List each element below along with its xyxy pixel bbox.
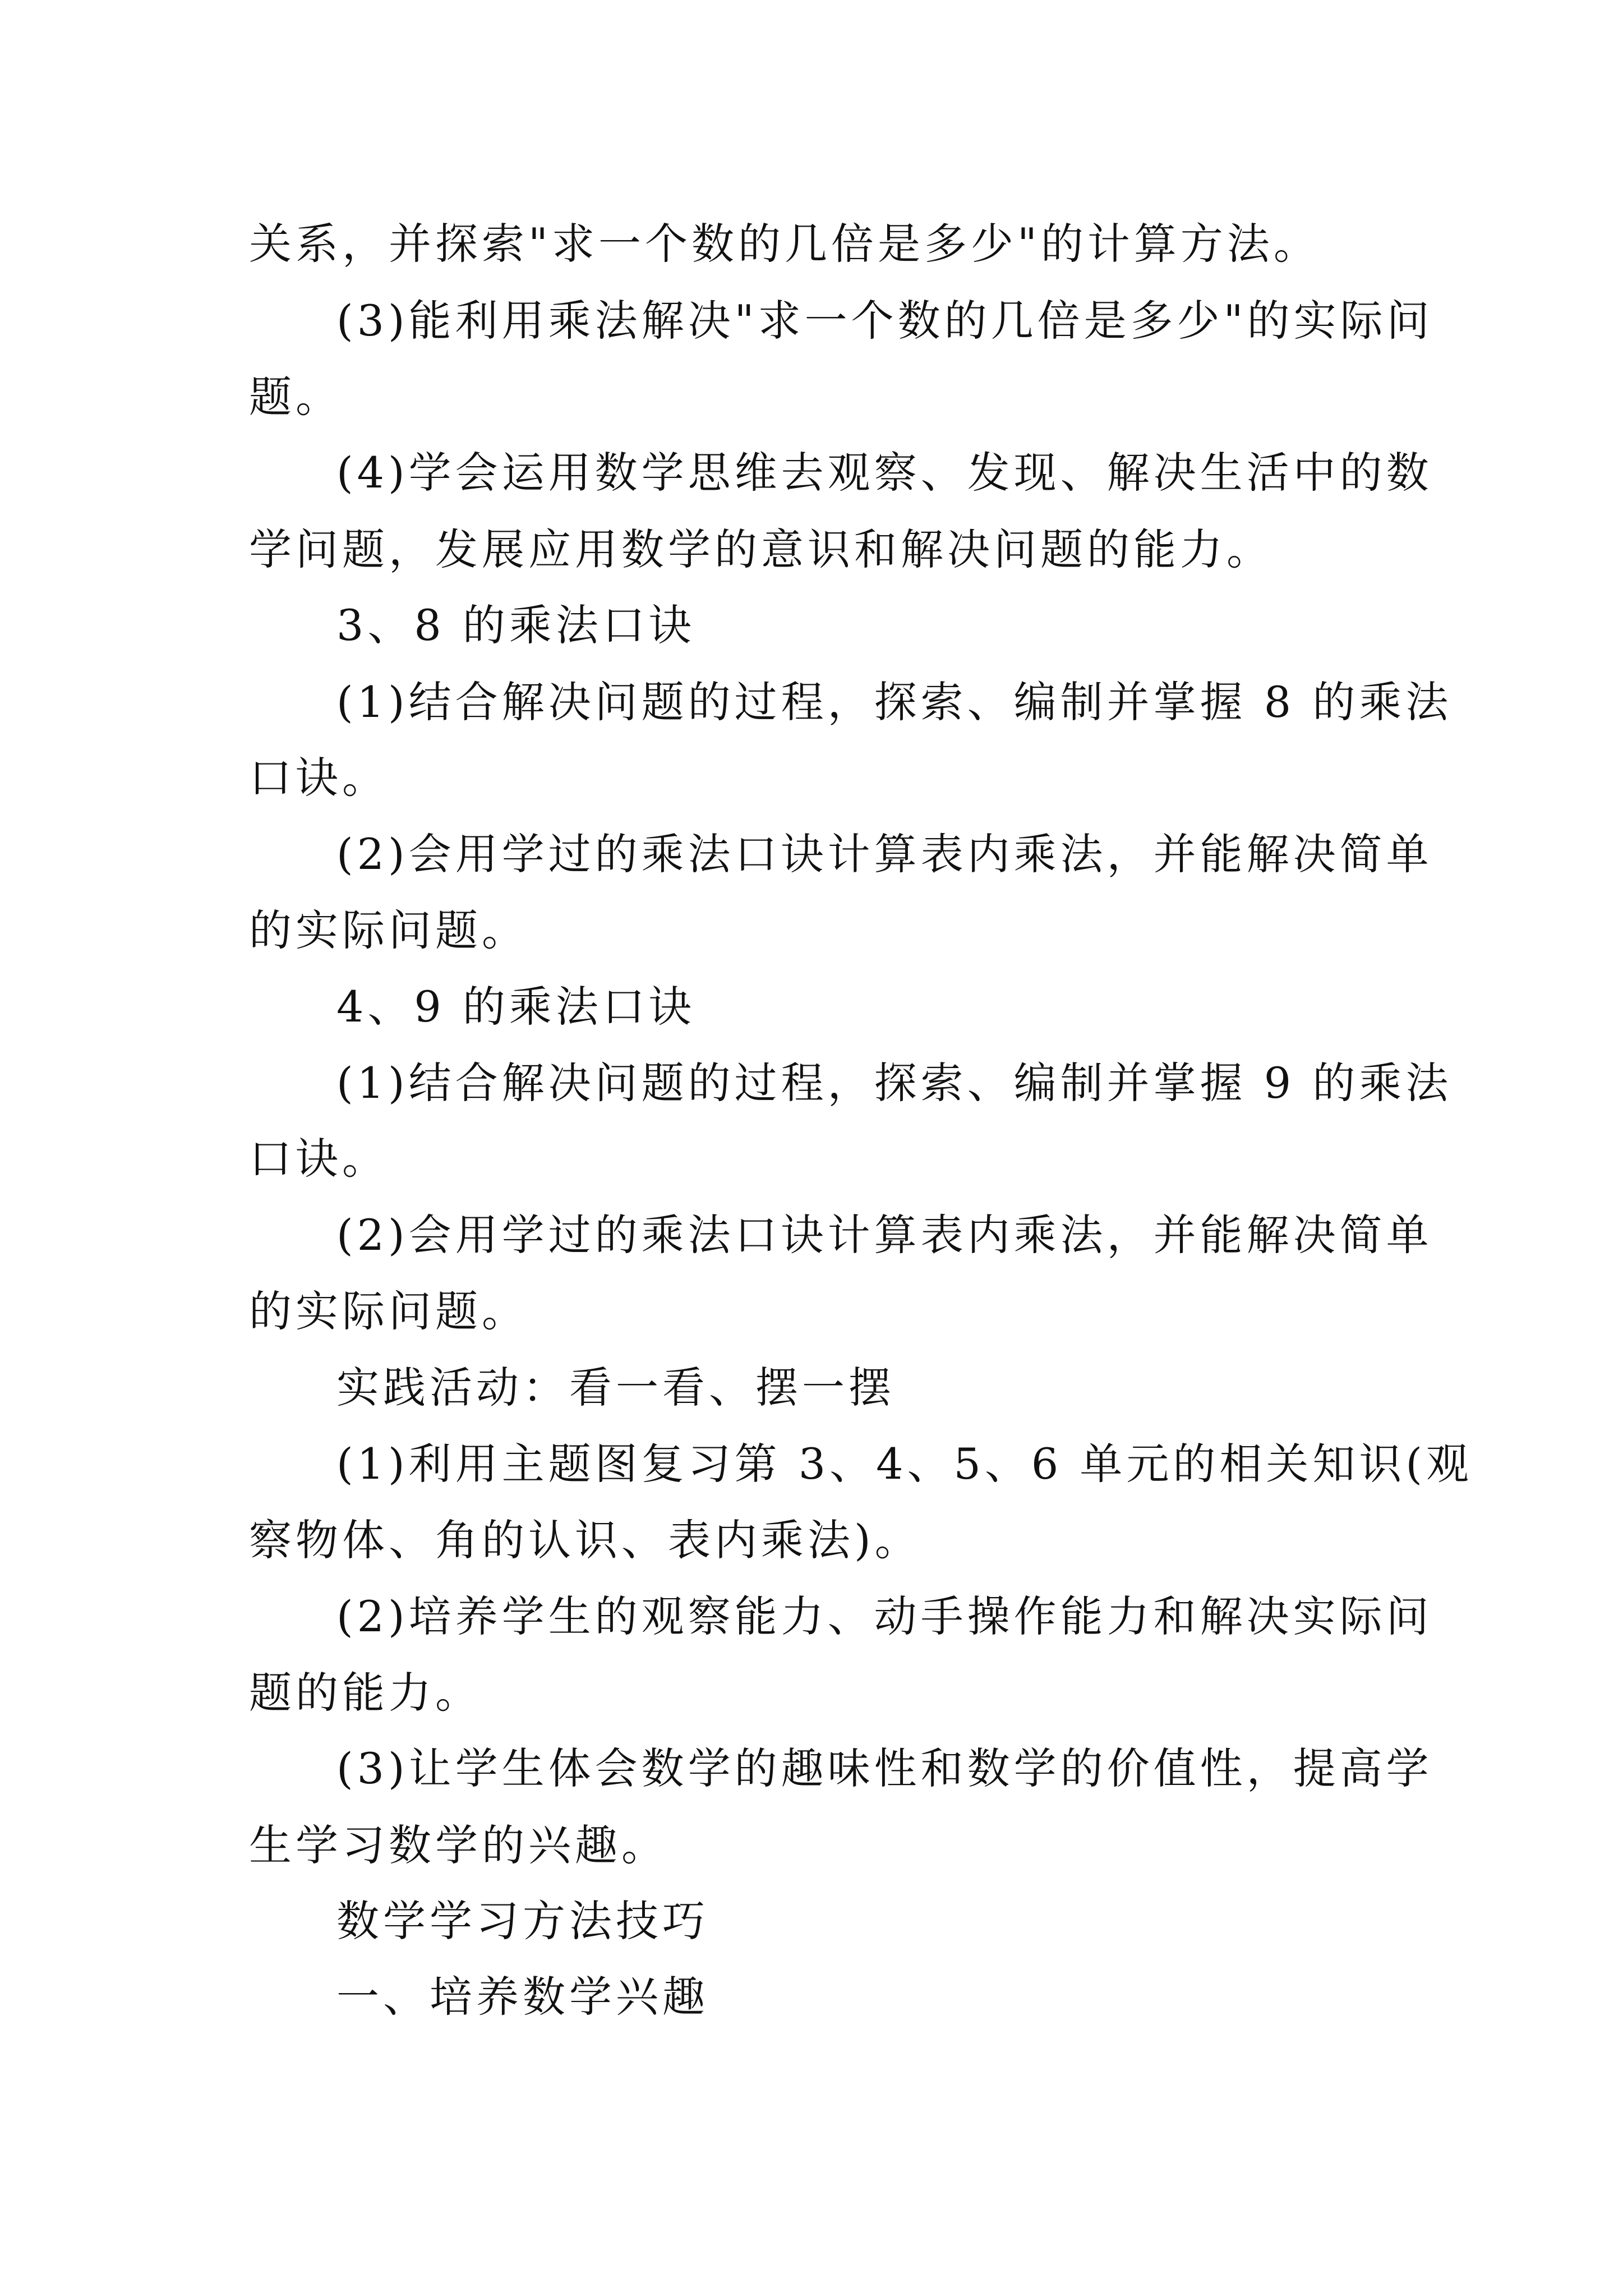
section-heading-2: 4、9 的乘法口诀	[336, 982, 695, 1032]
text-line-1: 关系，并探索"求一个数的几倍是多少"的计算方法。	[249, 219, 1320, 269]
text-line-9: (2)会用学过的乘法口诀计算表内乘法，并能解决简单	[336, 829, 1433, 879]
text-line-5: 学问题，发展应用数学的意识和解决问题的能力。	[249, 524, 1273, 574]
text-line-20: 题的能力。	[249, 1668, 482, 1718]
text-line-22: 生学习数学的兴趣。	[249, 1820, 668, 1870]
text-line-15: 的实际问题。	[249, 1286, 528, 1336]
text-line-8: 口诀。	[249, 753, 389, 803]
text-line-14: (2)会用学过的乘法口诀计算表内乘法，并能解决简单	[336, 1210, 1433, 1260]
text-line-7: (1)结合解决问题的过程，探索、编制并掌握 8 的乘法	[336, 677, 1453, 727]
section-heading-4: 数学学习方法技巧	[336, 1896, 709, 1946]
text-line-18: 察物体、角的认识、表内乘法)。	[249, 1515, 921, 1565]
text-line-13: 口诀。	[249, 1134, 389, 1184]
text-line-10: 的实际问题。	[249, 905, 528, 955]
text-line-21: (3)让学生体会数学的趣味性和数学的价值性，提高学	[336, 1743, 1433, 1793]
text-line-4: (4)学会运用数学思维去观察、发现、解决生活中的数	[336, 448, 1433, 498]
section-heading-5: 一、培养数学兴趣	[336, 1972, 709, 2022]
text-line-3: 题。	[249, 372, 342, 422]
text-line-2: (3)能利用乘法解决"求一个数的几倍是多少"的实际问	[336, 296, 1433, 346]
section-heading-3: 实践活动：看一看、摆一摆	[336, 1363, 895, 1412]
text-line-17: (1)利用主题图复习第 3、4、5、6 单元的相关知识(观	[336, 1439, 1473, 1489]
text-line-12: (1)结合解决问题的过程，探索、编制并掌握 9 的乘法	[336, 1058, 1453, 1108]
text-line-19: (2)培养学生的观察能力、动手操作能力和解决实际问	[336, 1591, 1433, 1641]
section-heading-1: 3、8 的乘法口诀	[336, 600, 695, 650]
